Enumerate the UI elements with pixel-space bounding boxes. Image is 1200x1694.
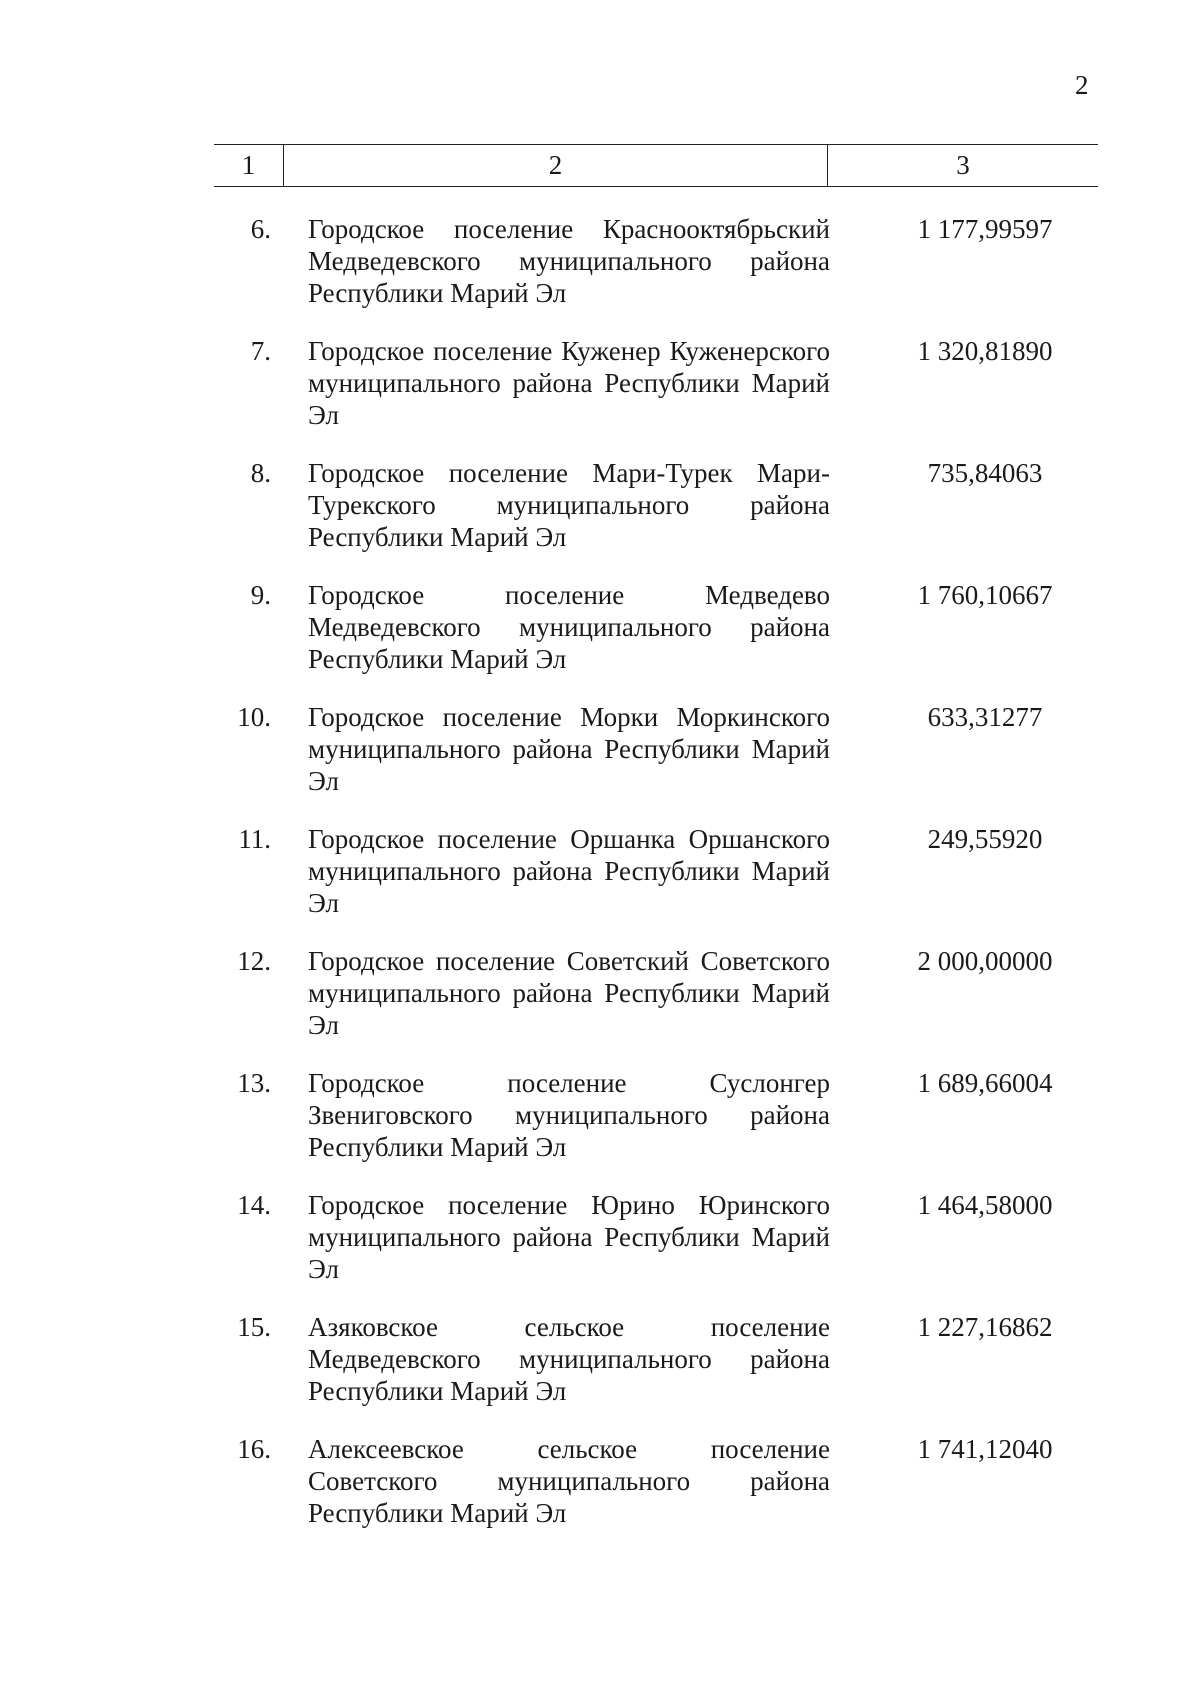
table-row [214,213,1098,335]
amount-value: 1 741,12040 [917,1434,1053,1464]
header-col-2: 2 [284,145,828,186]
settlement-name: Городское поселение Куженер Куженерского муниципального района Республики Марий Эл [308,336,830,430]
allocation-table [214,144,1098,1555]
row-number: 15. [237,1312,271,1342]
amount-value: 735,84063 [927,458,1043,488]
amount-value: 1 464,58000 [917,1190,1053,1220]
table-row [214,335,1098,457]
table-row [214,823,1098,945]
amount-value: 1 760,10667 [917,580,1053,610]
amount-value: 2 000,00000 [917,946,1053,976]
row-number: 11. [238,824,271,854]
table-row [214,1067,1098,1189]
page-number: 2 [1075,70,1089,100]
row-number: 13. [237,1068,271,1098]
settlement-name: Городское поселение Краснооктябрьский Медведевского муниципального района Республики Марий Эл [308,214,830,308]
row-number: 7. [250,336,271,366]
settlement-name: Городское поселение Морки Моркинского муниципального района Республики Марий Эл [308,702,830,796]
row-number: 16. [237,1434,271,1464]
row-number: 6. [250,214,271,244]
row-number: 14. [237,1190,271,1220]
table-header [214,144,1098,187]
row-number: 8. [250,458,271,488]
table-row [214,457,1098,579]
table-row [214,1311,1098,1433]
settlement-name: Городское поселение Юрино Юринского муниципального района Республики Марий Эл [308,1190,830,1284]
amount-value: 1 689,66004 [917,1068,1053,1098]
amount-value: 1 177,99597 [917,214,1053,244]
row-number: 9. [250,580,271,610]
settlement-name: Городское поселение Советский Советского муниципального района Республики Марий Эл [308,946,830,1040]
settlement-name: Городское поселение Суслонгер Звениговского муниципального района Республики Марий Эл [308,1068,830,1162]
amount-value: 1 320,81890 [917,336,1053,366]
settlement-name: Городское поселение Оршанка Оршанского муниципального района Республики Марий Эл [308,824,830,918]
table-row [214,1189,1098,1311]
amount-value: 633,31277 [927,702,1043,732]
row-number: 12. [237,946,271,976]
amount-value: 249,55920 [927,824,1043,854]
table-row [214,945,1098,1067]
settlement-name: Городское поселение Мари-Турек Мари-Турекского муниципального района Республики Марий Эл [308,458,830,552]
settlement-name: Алексеевское сельское поселение Советского муниципального района Республики Марий Эл [308,1434,830,1528]
header-col-1: 1 [214,145,284,186]
header-col-3: 3 [956,150,970,180]
table-row [214,579,1098,701]
settlement-name: Городское поселение Медведево Медведевского муниципального района Республики Марий Эл [308,580,830,674]
settlement-name: Азяковское сельское поселение Медведевского муниципального района Республики Марий Эл [308,1312,830,1406]
row-number: 10. [237,702,271,732]
table-body [214,213,1098,1555]
table-row [214,1433,1098,1555]
amount-value: 1 227,16862 [917,1312,1053,1342]
table-row [214,701,1098,823]
